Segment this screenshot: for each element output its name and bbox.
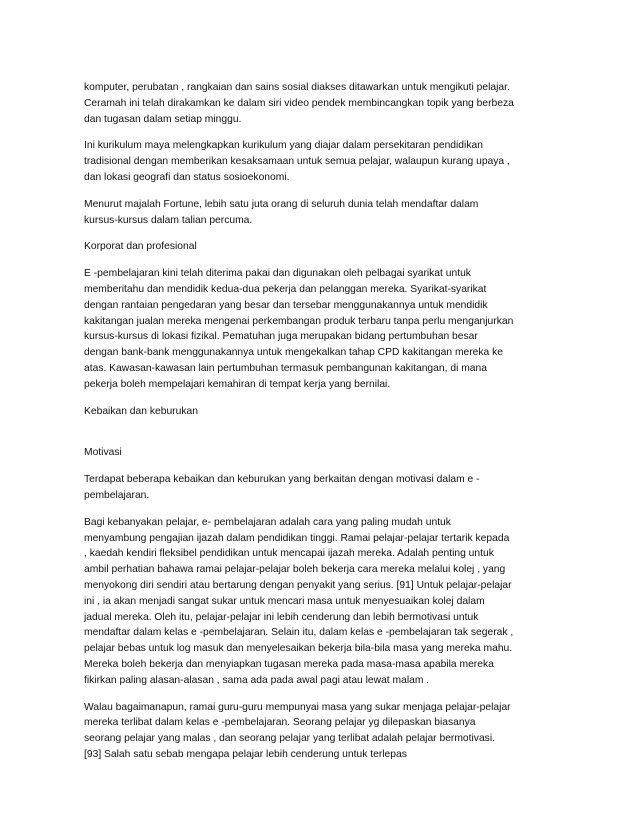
- heading-korporat: Korporat dan profesional: [84, 241, 197, 253]
- document-body: [84, 80, 514, 774]
- heading-motivasi: Motivasi: [84, 447, 122, 459]
- paragraph-walau: Walau bagaimanapun, ramai guru-guru mempunyai masa yang sukar menjaga pelajar-pelajar mereka terlibat dalam kelas e -pembelajaran. Seorang pelajar yg dilepaskan biasanya seorang pelajar yang malas , dan seorang pelajar yang terlibat adalah pelajar bermotivasi. [93] Salah satu sebab mengapa pelajar lebih cenderung untuk terlepas: [84, 701, 511, 760]
- paragraph-fortune: Menurut majalah Fortune, lebih satu juta orang di seluruh dunia telah mendaftar dalam kursus-kursus dalam talian percuma.: [84, 198, 479, 226]
- paragraph-intro: komputer, perubatan , rangkaian dan sains sosial diakses ditawarkan untuk mengikuti pelajar. Ceramah ini telah dirakamkan ke dalam siri video pendek membincangkan topik yang berbeza dan tugasan dalam setiap minggu.: [84, 82, 514, 125]
- heading-kebaikan: Kebaikan dan keburukan: [84, 405, 198, 417]
- paragraph-motivasi-intro: Terdapat beberapa kebaikan dan keburukan yang berkaitan dengan motivasi dalam e -pembelajaran.: [84, 474, 480, 501]
- paragraph-korporat: E -pembelajaran kini telah diterima pakai dan digunakan oleh pelbagai syarikat untuk memberitahu dan mendidik kedua-dua pekerja dan pelanggan mereka. Syarikat-syarikat dengan rantaian pengedaran yang besar dan tersebar menggunakannya untuk mendidik kakitangan jualan mereka mengenai perkembangan produk terbaru tanpa perlu menganjurkan kursus-kursus di lokasi fizikal. Pematuhan juga merupakan bidang pertumbuhan besar dengan bank-bank menggunakannya untuk mengekalkan tahap CPD kakitangan mereka ke atas. Kawasan-kawasan lain pertumbuhan termasuk pembangunan kakitangan, di mana pekerja boleh mempelajari kemahiran di tempat kerja yang bernilai.: [84, 268, 514, 390]
- paragraph-motivasi-main: Bagi kebanyakan pelajar, e- pembelajaran adalah cara yang paling mudah untuk menyambung pengajian ijazah dalam pendidikan tinggi. Ramai pelajar-pelajar tertarik kepada , kaedah kendiri fleksibel pendidikan untuk mencapai ijazah mereka. Adalah penting untuk ambil perhatian bahawa ramai pelajar-pelajar boleh bekerja cara mereka melalui kolej , yang menyokong diri sendiri atau bertarung dengan penyakit yang serius. [91] Untuk pelajar-pelajar ini , ia akan menjadi sangat sukar untuk mencari masa untuk menyesuaikan kolej dalam jadual mereka. Oleh itu, pelajar-pelajar ini lebih cenderung dan lebih bermotivasi untuk mendaftar dalam kelas e -pembelajaran. Selain itu, dalam kelas e -pembelajaran tak segerak , pelajar bebas untuk log masuk dan menyelesaikan bekerja bila-bila masa yang mereka mahu. Mereka boleh bekerja dan menyiapkan tugasan mereka pada masa-masa apabila mereka fikirkan paling alasan-alasan , sama ada pada awal pagi atau lewat malam .: [84, 516, 514, 686]
- paragraph-kurikulum: Ini kurikulum maya melengkapkan kurikulum yang diajar dalam persekitaran pendidikan tradisional dengan memberikan kesaksamaan untuk semua pelajar, walaupun kurang upaya , dan lokasi geografi dan status sosioekonomi.: [84, 140, 510, 183]
